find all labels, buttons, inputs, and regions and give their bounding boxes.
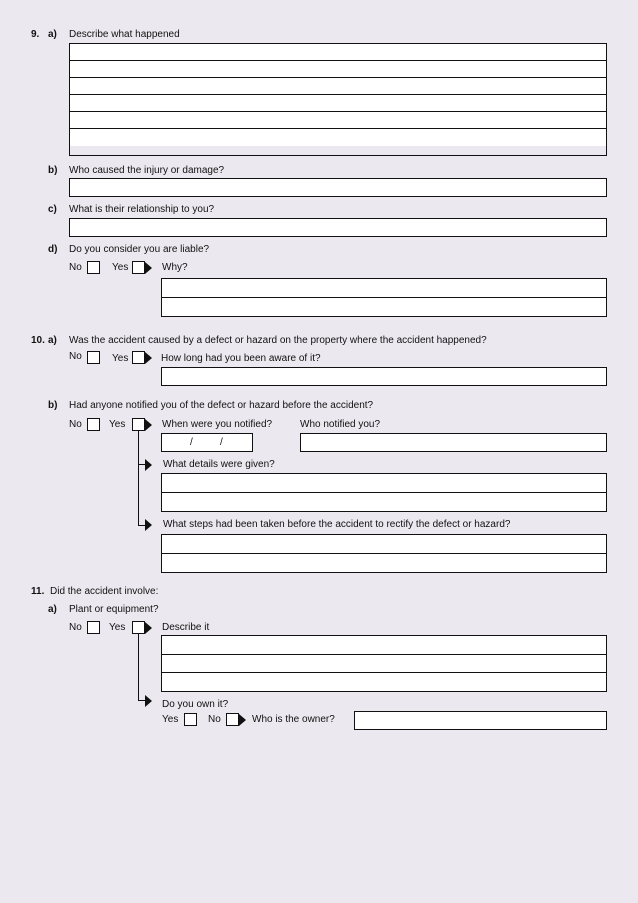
answer-line[interactable]: [162, 673, 606, 691]
q11a-label: a): [48, 604, 57, 615]
q9c-question: What is their relationship to you?: [69, 204, 215, 215]
q11a-yes-label: Yes: [109, 622, 126, 633]
q9d-no-label: No: [69, 262, 82, 273]
q10a-yes-label: Yes: [112, 353, 129, 364]
q9a-question: Describe what happened: [69, 29, 180, 40]
q11a-describe-label: Describe it: [162, 622, 210, 633]
q9b-label: b): [48, 165, 58, 176]
q11a-own-no-checkbox[interactable]: [226, 713, 239, 726]
q9a-label: a): [48, 29, 57, 40]
q10b-question: Had anyone notified you of the defect or hazard before the accident?: [69, 400, 374, 411]
q10b-steps-answer-area[interactable]: [161, 534, 607, 573]
date-separator: /: [220, 437, 223, 448]
q11a-yes-checkbox[interactable]: [132, 621, 145, 634]
answer-line[interactable]: [70, 61, 606, 78]
answer-line[interactable]: [162, 636, 606, 655]
q10a-yes-checkbox[interactable]: [132, 351, 145, 364]
answer-line[interactable]: [162, 474, 606, 493]
q9d-why-label: Why?: [162, 262, 188, 273]
answer-line[interactable]: [162, 554, 606, 572]
q10-number: 10.: [31, 335, 45, 346]
answer-line[interactable]: [162, 493, 606, 511]
q9d-no-checkbox[interactable]: [87, 261, 100, 274]
q10b-date-field[interactable]: [161, 433, 253, 452]
answer-line[interactable]: [70, 95, 606, 112]
q11-number: 11.: [31, 586, 45, 597]
q9-number: 9.: [31, 29, 40, 40]
q9b-question: Who caused the injury or damage?: [69, 165, 225, 176]
q10b-yes-checkbox[interactable]: [132, 418, 145, 431]
q10b-steps-label: What steps had been taken before the accident to rectify the defect or hazard?: [163, 519, 511, 530]
q11a-owner-field[interactable]: [354, 711, 607, 730]
answer-line[interactable]: [70, 112, 606, 129]
q10a-no-checkbox[interactable]: [87, 351, 100, 364]
q10b-when-label: When were you notified?: [162, 419, 273, 430]
answer-line[interactable]: [70, 129, 606, 146]
connector-line: [138, 431, 139, 525]
answer-line[interactable]: [162, 535, 606, 554]
q10b-who-label: Who notified you?: [300, 419, 381, 430]
connector-line: [138, 634, 139, 700]
q10b-no-checkbox[interactable]: [87, 418, 100, 431]
arrow-right-icon: [145, 262, 152, 274]
q10b-no-label: No: [69, 419, 82, 430]
q10b-details-answer-area[interactable]: [161, 473, 607, 512]
q11a-no-checkbox[interactable]: [87, 621, 100, 634]
answer-line[interactable]: [162, 655, 606, 673]
q11a-describe-answer-area[interactable]: [161, 635, 607, 692]
q10b-who-field[interactable]: [300, 433, 607, 452]
q10a-no-label: No: [69, 351, 82, 362]
arrow-right-icon: [145, 459, 152, 471]
q9d-label: d): [48, 244, 58, 255]
q10b-label: b): [48, 400, 58, 411]
answer-line[interactable]: [162, 279, 606, 298]
arrow-right-icon: [239, 714, 246, 726]
arrow-right-icon: [145, 519, 152, 531]
q9d-question: Do you consider you are liable?: [69, 244, 210, 255]
answer-line[interactable]: [162, 298, 606, 316]
q11-question: Did the accident involve:: [50, 586, 159, 597]
q9d-yes-checkbox[interactable]: [132, 261, 145, 274]
arrow-right-icon: [145, 622, 152, 634]
q9c-answer-field[interactable]: [69, 218, 607, 237]
arrow-right-icon: [145, 352, 152, 364]
q10a-label: a): [48, 335, 57, 346]
q10a-follow-label: How long had you been aware of it?: [161, 353, 321, 364]
q9b-answer-field[interactable]: [69, 178, 607, 197]
q11a-owner-label: Who is the owner?: [252, 714, 335, 725]
q10a-question: Was the accident caused by a defect or hazard on the property where the accident happened?: [69, 335, 487, 346]
q11a-question: Plant or equipment?: [69, 604, 159, 615]
q10b-details-label: What details were given?: [163, 459, 275, 470]
arrow-right-icon: [145, 695, 152, 707]
q9a-answer-area[interactable]: [69, 43, 607, 156]
answer-line[interactable]: [70, 78, 606, 95]
date-separator: /: [190, 437, 193, 448]
q11a-no-label: No: [69, 622, 82, 633]
q9c-label: c): [48, 204, 57, 215]
q11a-own-no-label: No: [208, 714, 221, 725]
answer-line[interactable]: [70, 44, 606, 61]
q9d-why-answer-area[interactable]: [161, 278, 607, 317]
q10a-answer-field[interactable]: [161, 367, 607, 386]
q11a-own-label: Do you own it?: [162, 699, 229, 710]
q9d-yes-label: Yes: [112, 262, 129, 273]
q11a-own-yes-checkbox[interactable]: [184, 713, 197, 726]
q10b-yes-label: Yes: [109, 419, 126, 430]
arrow-right-icon: [145, 419, 152, 431]
q11a-own-yes-label: Yes: [162, 714, 179, 725]
